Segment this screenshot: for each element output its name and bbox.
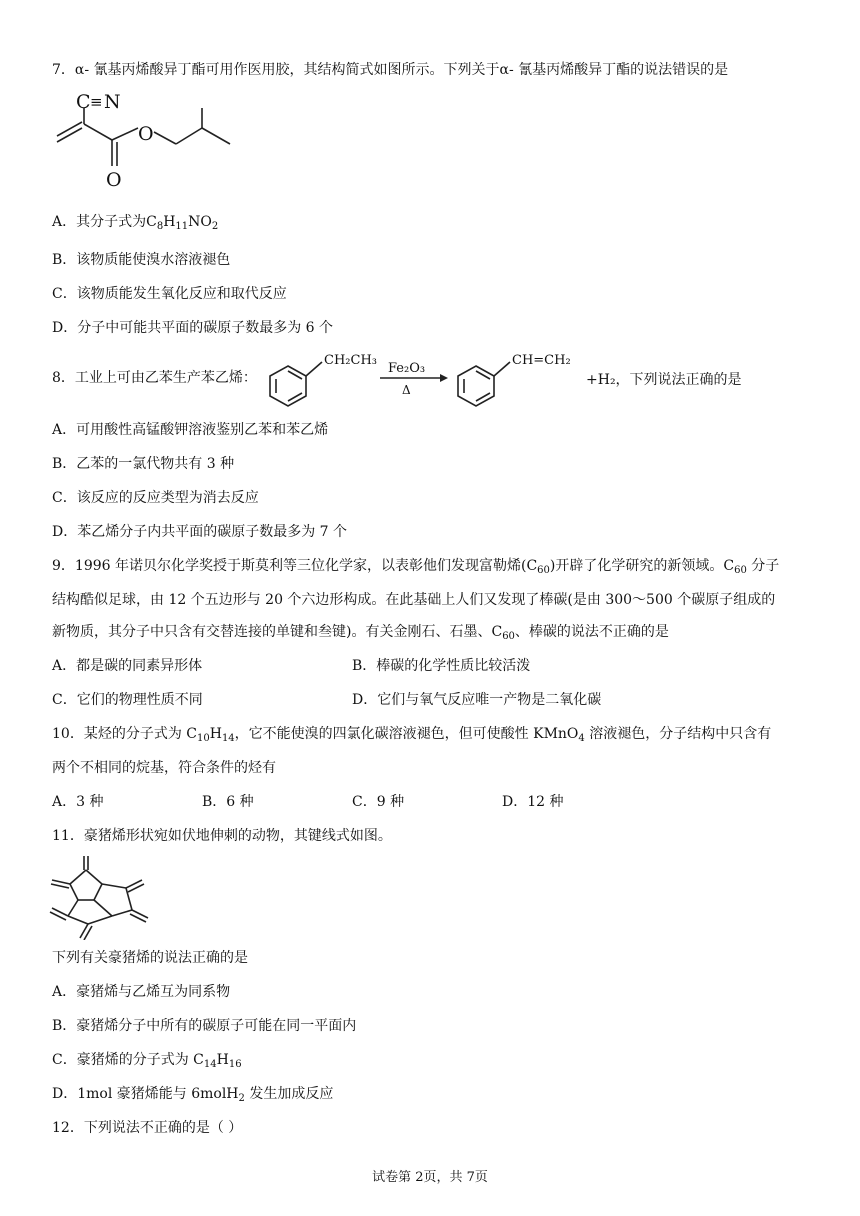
- q9-line-2: 结构酷似足球，由 12 个五边形与 20 个六边形构成。在此基础上人们又发现了棒碳(是由 300～500 个碳原子组成的: [52, 592, 776, 608]
- q8-option-c[interactable]: C．该反应的反应类型为消去反应: [52, 490, 259, 506]
- q7-option-b[interactable]: B．该物质能使溴水溶液褪色: [52, 252, 231, 268]
- q11-porcupine-structure: [48, 854, 158, 940]
- q8-stem-tail: +H₂，下列说法正确的是: [586, 372, 742, 388]
- q8-option-d[interactable]: D．苯乙烯分子内共平面的碳原子数最多为 7 个: [52, 524, 348, 540]
- q7-stem: 7．α- 氰基丙烯酸异丁酯可用作医用胶，其结构简式如图所示。下列关于α- 氰基丙烯酸异丁酯的说法错误的是: [52, 62, 729, 78]
- q7-c-label: C: [76, 91, 91, 113]
- q10-line-1: 10．某烃的分子式为 $C_{10}H_{14}$，它不能使溴的四氯化碳溶液褪色，但可使酸性 KMnO$_4$ 溶液褪色，分子结构中只含有: [52, 726, 772, 744]
- q7-o-double-label: O: [106, 169, 122, 191]
- q11-lead: 下列有关豪猪烯的说法正确的是: [52, 950, 248, 966]
- q7-option-a[interactable]: A．其分子式为$C_8H_{11}NO_2$: [52, 214, 219, 232]
- q9-option-d[interactable]: D．它们与氧气反应唯一产物是二氧化碳: [352, 692, 602, 708]
- q10-option-c[interactable]: C．9 种: [352, 794, 405, 810]
- page-footer: 试卷第 2页，共 7页: [372, 1170, 488, 1185]
- q8-option-b[interactable]: B．乙苯的一氯代物共有 3 种: [52, 456, 235, 472]
- q7-triple-label: ≡: [90, 93, 103, 111]
- q11-stem: 11．豪猪烯形状宛如伏地伸刺的动物，其键线式如图。: [52, 828, 392, 844]
- q9-option-b[interactable]: B．棒碳的化学性质比较活泼: [352, 658, 531, 674]
- q7-n-label: N: [104, 91, 121, 113]
- q7-o-ester-label: O: [138, 123, 154, 145]
- vinyl-group-label: CH=CH₂: [512, 353, 571, 368]
- q12-stem: 12．下列说法不正确的是（ ）: [52, 1120, 243, 1136]
- q10-option-b[interactable]: B．6 种: [202, 794, 254, 810]
- q9-line-3: 新物质，其分子中只含有交替连接的单键和叁键)。有关金刚石、石墨、$C_{60}$、棒碳的说法不正确的是: [52, 624, 669, 642]
- q8-option-a[interactable]: A．可用酸性高锰酸钾溶液鉴别乙苯和苯乙烯: [52, 422, 329, 438]
- reagent-label: Fe₂O₃: [388, 361, 426, 376]
- q9-option-a[interactable]: A．都是碳的同素异形体: [52, 658, 203, 674]
- q10-option-d[interactable]: D．12 种: [502, 794, 564, 810]
- q8-stem: 8．工业上可由乙苯生产苯乙烯：: [52, 370, 257, 386]
- q7-structure: [52, 88, 252, 192]
- q11-option-a[interactable]: A．豪猪烯与乙烯互为同系物: [52, 984, 231, 1000]
- q11-option-c[interactable]: C．豪猪烯的分子式为 $C_{14}H_{16}$: [52, 1052, 242, 1070]
- heat-label: Δ: [402, 383, 411, 397]
- ethyl-group-label: CH₂CH₃: [324, 353, 377, 368]
- q10-option-a[interactable]: A．3 种: [52, 794, 104, 810]
- q11-option-d[interactable]: D．1mol 豪猪烯能与 6molH$_2$ 发生加成反应: [52, 1086, 334, 1104]
- q9-option-c[interactable]: C．它们的物理性质不同: [52, 692, 203, 708]
- reaction-arrow-head: [440, 374, 448, 382]
- q10-line-2: 两个不相同的烷基，符合条件的烃有: [52, 760, 276, 776]
- q7-option-c[interactable]: C．该物质能发生氧化反应和取代反应: [52, 286, 287, 302]
- q9-line-1: 9．1996 年诺贝尔化学奖授于斯莫利等三位化学家，以表彰他们发现富勒烯$(C_{60})$开辟了化学研究的新领域。$C_{60}$ 分子: [52, 558, 780, 576]
- q11-option-b[interactable]: B．豪猪烯分子中所有的碳原子可能在同一平面内: [52, 1018, 357, 1034]
- q7-option-d[interactable]: D．分子中可能共平面的碳原子数最多为 6 个: [52, 320, 334, 336]
